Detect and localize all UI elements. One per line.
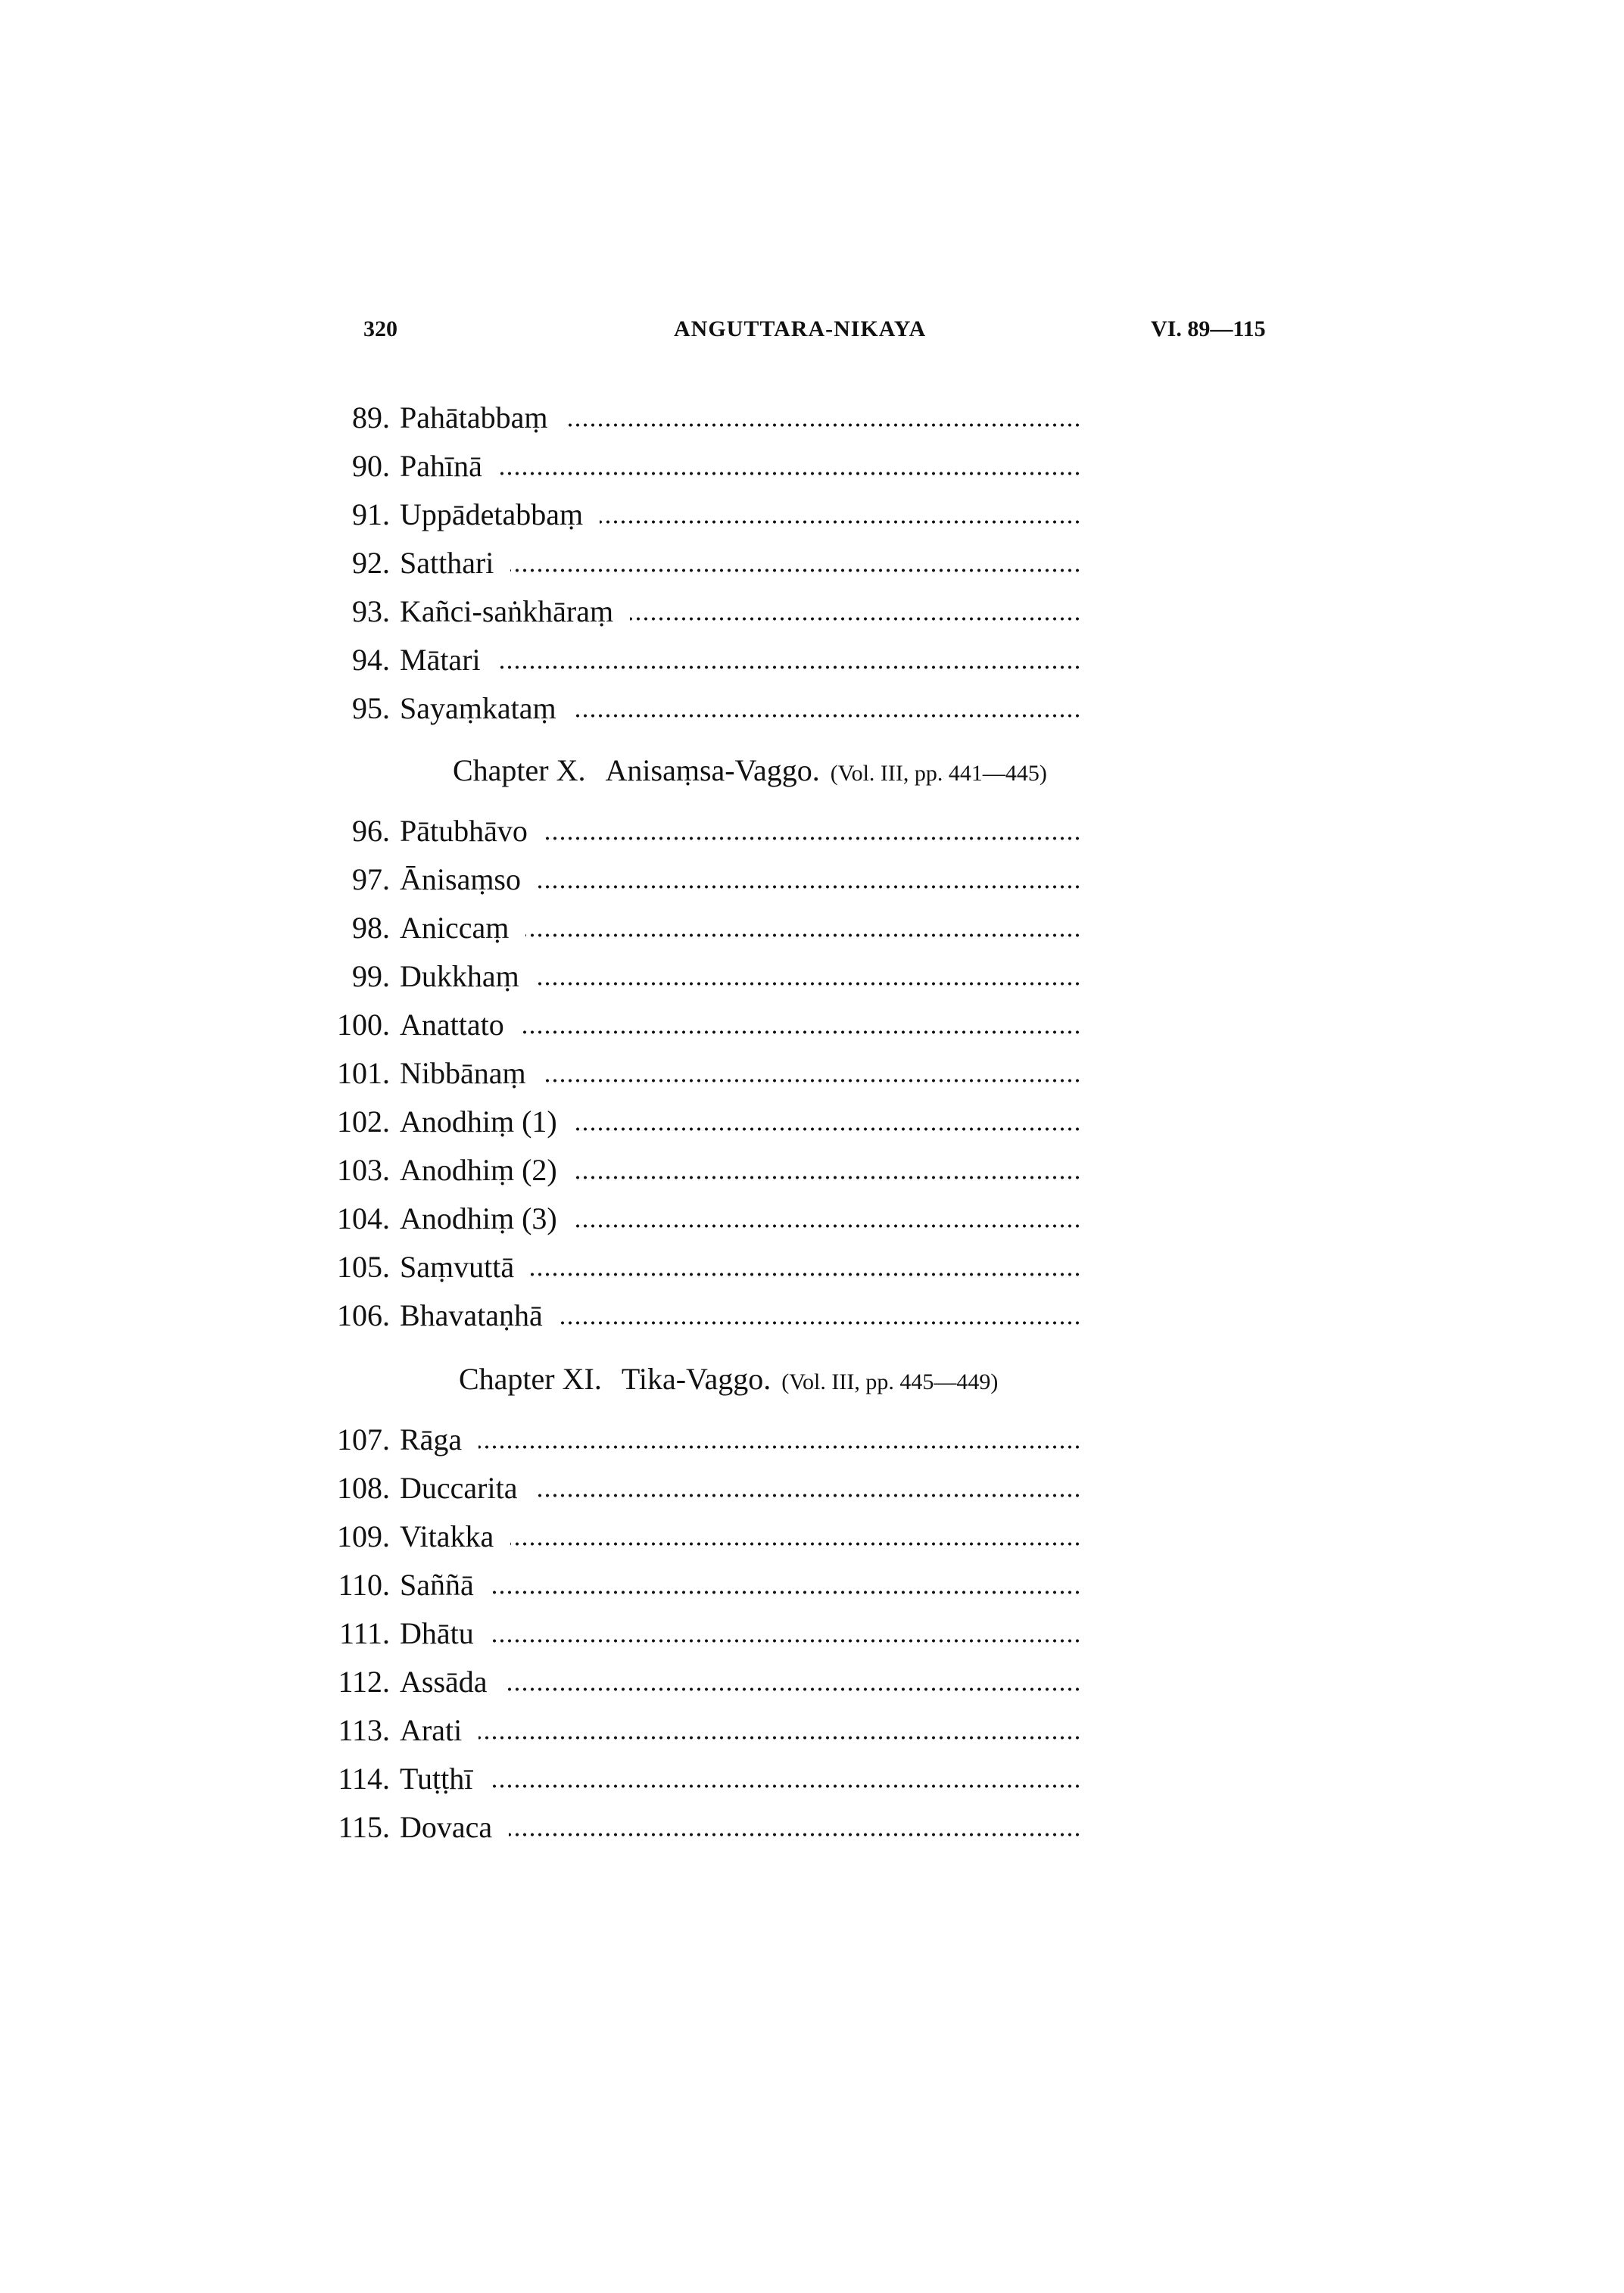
contents-list-2	[310, 807, 1295, 1340]
entry-title: Sayaṃkataṃ	[400, 691, 556, 725]
entry-title: Dukkhaṃ	[400, 959, 519, 993]
dot-leader	[543, 1049, 1081, 1098]
entry-number: 92.	[352, 546, 390, 580]
entry-number: 94.	[352, 643, 390, 677]
contents-entry	[310, 1706, 1295, 1755]
chapter-heading-xi	[459, 1355, 998, 1404]
entry-title: Anodhiṃ (2)	[400, 1153, 557, 1187]
entry-title: Ānisaṃso	[400, 862, 521, 896]
contents-entry	[310, 1803, 1295, 1852]
dot-leader	[630, 587, 1081, 636]
running-title: ANGUTTARA-NIKAYA	[674, 316, 927, 341]
entry-title: Bhavataṇhā	[400, 1298, 543, 1332]
dot-leader	[538, 855, 1081, 904]
entry-title: Satthari	[400, 546, 494, 580]
page-number: 320	[363, 316, 397, 341]
entry-number: 115.	[338, 1810, 390, 1844]
contents-entry	[310, 1001, 1295, 1049]
entry-title: Saṃvuttā	[400, 1250, 515, 1284]
contents-entry	[310, 952, 1295, 1001]
entry-title: Duccarita	[400, 1471, 518, 1505]
entry-number: 101.	[337, 1056, 390, 1090]
contents-entry	[310, 1146, 1295, 1195]
entry-title: Saññā	[400, 1568, 474, 1602]
entry-number: 95.	[352, 691, 390, 725]
dot-leader	[499, 442, 1081, 491]
entry-title: Kañci-saṅkhāraṃ	[400, 594, 614, 628]
entry-title: Anattato	[400, 1008, 504, 1042]
entry-number: 113.	[338, 1713, 390, 1747]
running-head	[363, 316, 1272, 362]
dot-leader	[565, 394, 1081, 442]
contents-entry	[310, 442, 1295, 491]
chapter-heading-x	[453, 746, 1047, 795]
contents-entry	[310, 394, 1295, 442]
entry-title: Rāga	[400, 1422, 463, 1456]
entry-number: 103.	[337, 1153, 390, 1187]
entry-title: Tuṭṭhī	[400, 1762, 473, 1796]
dot-leader	[478, 1416, 1081, 1464]
entry-number: 111.	[338, 1616, 390, 1650]
entry-title: Vitakka	[400, 1519, 494, 1553]
entry-number: 106.	[337, 1298, 390, 1332]
entry-title: Anodhiṃ (1)	[400, 1104, 557, 1139]
dot-leader	[510, 539, 1081, 587]
dot-leader	[525, 904, 1081, 952]
contents-entry	[310, 636, 1295, 684]
entry-number: 100.	[337, 1008, 390, 1042]
contents-entry	[310, 1464, 1295, 1513]
dot-leader	[574, 1098, 1081, 1146]
dot-leader	[504, 1658, 1081, 1706]
contents-entry	[310, 1658, 1295, 1706]
dot-leader	[497, 636, 1081, 684]
contents-entry	[310, 539, 1295, 587]
dot-leader	[491, 1561, 1081, 1609]
contents-entry	[310, 1755, 1295, 1803]
entry-number: 107.	[337, 1422, 390, 1456]
dot-leader	[509, 1803, 1081, 1852]
entry-number: 109.	[337, 1519, 390, 1553]
contents-entry	[310, 1098, 1295, 1146]
dot-leader	[478, 1706, 1081, 1755]
entry-number: 99.	[352, 959, 390, 993]
dot-leader	[531, 1243, 1081, 1291]
contents-entry	[310, 904, 1295, 952]
entry-number: 97.	[352, 862, 390, 896]
entry-number: 90.	[352, 449, 390, 483]
entry-number: 105.	[337, 1250, 390, 1284]
dot-leader	[600, 491, 1081, 539]
entry-title: Pātubhāvo	[400, 814, 528, 848]
entry-title: Mātari	[400, 643, 481, 677]
dot-leader	[491, 1609, 1081, 1658]
entry-title: Arati	[400, 1713, 463, 1747]
contents-entry	[310, 1195, 1295, 1243]
contents-entry	[310, 1416, 1295, 1464]
contents-entry	[310, 1609, 1295, 1658]
dot-leader	[574, 1195, 1081, 1243]
entry-number: 91.	[352, 497, 390, 531]
contents-entry	[310, 1513, 1295, 1561]
entry-number: 104.	[337, 1201, 390, 1235]
entry-title: Dovaca	[400, 1810, 493, 1844]
entry-title: Aniccaṃ	[400, 911, 510, 945]
dot-leader	[489, 1755, 1081, 1803]
entry-number: 96.	[352, 814, 390, 848]
entry-number: 108.	[337, 1471, 390, 1505]
dot-leader	[573, 684, 1081, 733]
entry-title: Nibbānaṃ	[400, 1056, 526, 1090]
contents-entry	[310, 1561, 1295, 1609]
entry-number: 110.	[338, 1568, 390, 1602]
entry-number: 112.	[338, 1665, 390, 1699]
chapter-name: Anisaṃsa-Vaggo.	[605, 753, 820, 787]
contents-entry	[310, 491, 1295, 539]
entry-number: 114.	[338, 1762, 390, 1796]
dot-leader	[536, 952, 1081, 1001]
chapter-reference: (Vol. III, pp. 445—449)	[781, 1369, 999, 1394]
entry-number: 98.	[352, 911, 390, 945]
contents-entry	[310, 684, 1295, 733]
entry-number: 102.	[337, 1104, 390, 1139]
contents-entry	[310, 587, 1295, 636]
contents-entry	[310, 855, 1295, 904]
chapter-label: Chapter X.	[453, 753, 586, 787]
contents-entry	[310, 807, 1295, 855]
chapter-reference: (Vol. III, pp. 441—445)	[830, 761, 1047, 786]
dot-leader	[544, 807, 1081, 855]
contents-list-1	[310, 394, 1295, 733]
entry-title: Anodhiṃ (3)	[400, 1201, 557, 1235]
dot-leader	[521, 1001, 1081, 1049]
contents-list-3	[310, 1416, 1295, 1852]
entry-title: Assāda	[400, 1665, 488, 1699]
section-range: VI. 89—115	[1151, 316, 1266, 341]
dot-leader	[560, 1291, 1081, 1340]
contents-entry	[310, 1291, 1295, 1340]
entry-number: 93.	[352, 594, 390, 628]
contents-entry	[310, 1049, 1295, 1098]
entry-number: 89.	[352, 400, 390, 435]
entry-title: Pahīnā	[400, 449, 482, 483]
dot-leader	[534, 1464, 1081, 1513]
dot-leader	[574, 1146, 1081, 1195]
entry-title: Dhātu	[400, 1616, 474, 1650]
contents-entry	[310, 1243, 1295, 1291]
chapter-name: Tika-Vaggo.	[621, 1362, 771, 1396]
entry-title: Uppādetabbaṃ	[400, 497, 584, 531]
dot-leader	[510, 1513, 1081, 1561]
chapter-label: Chapter XI.	[459, 1362, 602, 1396]
entry-title: Pahātabbaṃ	[400, 400, 548, 435]
